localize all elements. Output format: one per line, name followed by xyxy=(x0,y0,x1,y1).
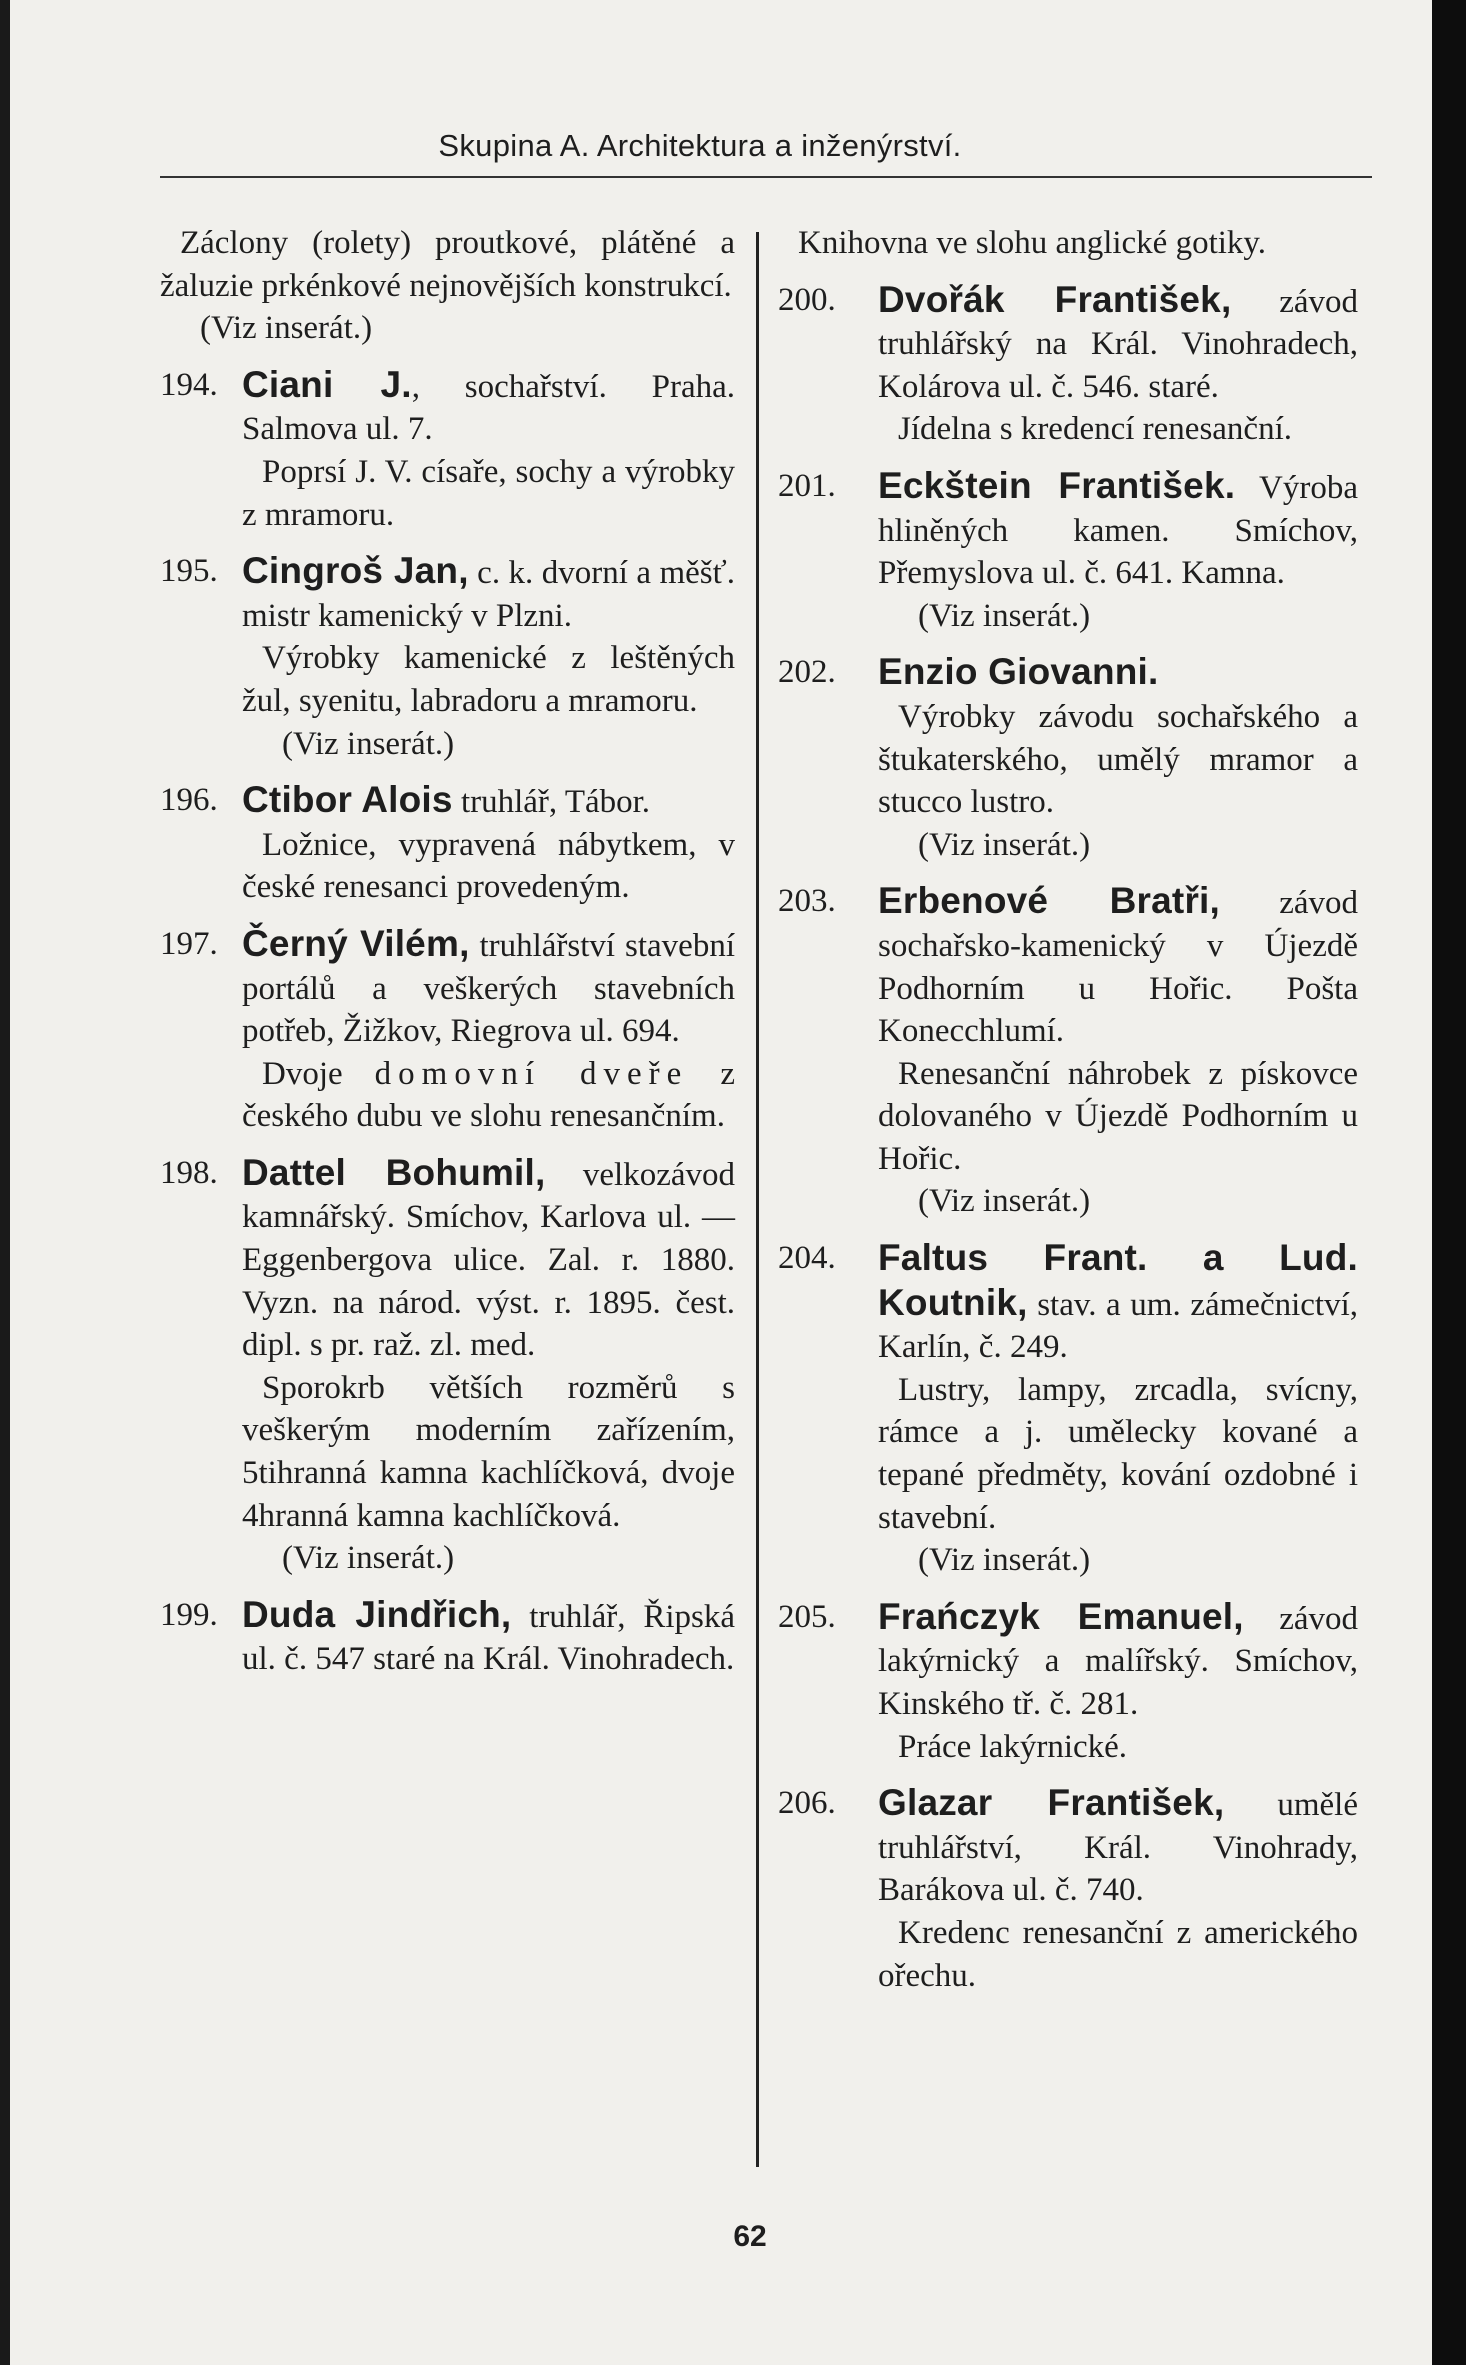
entry-number: 205. xyxy=(778,1598,836,1635)
entry-name: Glazar František, xyxy=(878,1782,1225,1824)
continued-entry xyxy=(778,222,1358,265)
entry-197 xyxy=(160,923,735,1138)
entry-name: Enzio Giovanni. xyxy=(878,651,1159,693)
insert-reference: (Viz inserát.) xyxy=(282,725,455,762)
entry-name: Erbenové Bratři, xyxy=(878,880,1221,922)
entry-text: Výroba hliněných kamen. Smíchov, Přemyslova ul. č. 641. Kamna. xyxy=(878,469,1358,592)
entry-description: Sporokrb větších rozměrů s veškerým moderním zařízením, 5tihranná kamna kachlíčková, dvoje 4hranná kamna kachlíčková. xyxy=(242,1369,735,1534)
entry-text: umělé truhlářství, Král. Vinohrady, Barákova ul. č. 740. xyxy=(878,1787,1358,1909)
scan-edge xyxy=(1432,0,1466,2365)
insert-reference: (Viz inserát.) xyxy=(200,310,373,347)
page-number: 62 xyxy=(733,2220,767,2253)
entry-text: truhlářství stavební portálů a veškerých stavebních potřeb, Žižkov, Riegrova ul. 694. xyxy=(242,927,735,1050)
entry-name: Cingroš Jan, xyxy=(242,550,469,592)
insert-reference: (Viz inserát.) xyxy=(918,1542,1091,1579)
entry-194 xyxy=(160,364,735,536)
entry-description: Jídelna s kredencí renesanční. xyxy=(898,411,1293,448)
entry-number: 200. xyxy=(778,281,836,318)
entry-number: 196. xyxy=(160,782,218,819)
entry-196 xyxy=(160,779,735,909)
left-column xyxy=(160,222,735,1695)
entry-name: Faltus Frant. a Lud. Koutnik, xyxy=(878,1237,1358,1323)
entry-description: Knihovna ve slohu anglické gotiky. xyxy=(798,225,1267,261)
right-column xyxy=(778,222,1358,2011)
entry-200 xyxy=(778,279,1358,451)
book-page xyxy=(10,0,1432,2365)
insert-reference: (Viz inserát.) xyxy=(918,597,1091,634)
entry-number: 197. xyxy=(160,925,218,962)
entry-204 xyxy=(778,1237,1358,1582)
page-header: Skupina A. Architektura a inženýrství. xyxy=(438,128,962,163)
entry-199 xyxy=(160,1594,735,1681)
entry-name: Ciani J. xyxy=(242,363,412,405)
insert-reference: (Viz inserát.) xyxy=(918,1183,1091,1220)
entry-description: Výrobky závodu sochařského a štukaterského, umělý mramor a stucco lustro. xyxy=(878,698,1358,821)
entry-name: Ctibor Alois xyxy=(242,779,453,821)
entry-number: 195. xyxy=(160,553,218,590)
entry-text: c. k. dvorní a měšť. mistr kamenický v Plzni. xyxy=(242,555,735,634)
entry-203 xyxy=(778,880,1358,1223)
entry-description: Záclony (rolety) proutkové, plátěné a žaluzie prkénkové nejnovějších konstrukcí. xyxy=(160,225,735,304)
column-divider xyxy=(756,232,759,2167)
entry-text: závod sochařsko-kamenický v Újezdě Podhorním u Hořic. Pošta Konecchlumí. xyxy=(878,885,1358,1050)
entry-text: velkozávod kamnářský. Smíchov, Karlova ul. — Eggenbergova ulice. Zal. r. 1880. Vyzn. na národ. výst. r. 1895. čest. dipl. s pr. raž. zl. med. xyxy=(242,1156,736,1364)
entry-number: 199. xyxy=(160,1596,218,1633)
entry-description: Renesanční náhrobek z pískovce dolovaného v Újezdě Podhorním u Hořic. xyxy=(878,1055,1358,1177)
desc-prefix: Dvoje xyxy=(262,1055,375,1092)
desc-spaced: domovní dveře xyxy=(374,1055,689,1092)
entry-number: 203. xyxy=(778,883,836,920)
entry-number: 206. xyxy=(778,1785,836,1822)
entry-text: truhlář, Řipská ul. č. 547 staré na Král. Vinohradech. xyxy=(242,1598,735,1678)
entry-description: Lustry, lampy, zrcadla, svícny, rámce a j. umělecky kované a tepané předměty, kování ozdobné i stavební. xyxy=(878,1371,1358,1536)
entry-name: Frańczyk Emanuel, xyxy=(878,1595,1244,1637)
entry-198 xyxy=(160,1152,735,1580)
insert-reference: (Viz inserát.) xyxy=(918,826,1091,863)
entry-number: 201. xyxy=(778,467,836,504)
entry-description: Výrobky kamenické z leštěných žul, syenitu, labradoru a mramoru. xyxy=(242,640,735,719)
entry-description: Poprsí J. V. císaře, sochy a výrobky z mramoru. xyxy=(242,453,735,533)
entry-number: 194. xyxy=(160,366,218,403)
entry-number: 198. xyxy=(160,1154,218,1191)
entry-text: závod lakýrnický a malířský. Smíchov, Kinského tř. č. 281. xyxy=(878,1600,1359,1722)
entry-name: Duda Jindřich, xyxy=(242,1593,512,1635)
entry-202 xyxy=(778,651,1358,866)
intro-entry xyxy=(160,222,735,350)
entry-text: , sochařství. Praha. Salmova ul. 7. xyxy=(242,368,735,448)
entry-number: 202. xyxy=(778,654,836,691)
entry-description: Kredenc renesanční z amerického ořechu. xyxy=(878,1914,1358,1994)
entry-195 xyxy=(160,550,735,765)
entry-text: závod truhlářský na Král. Vinohradech, Kolárova ul. č. 546. staré. xyxy=(878,283,1358,405)
entry-201 xyxy=(778,465,1358,637)
entry-205 xyxy=(778,1596,1358,1768)
header-rule xyxy=(160,176,1372,178)
entry-name: Eckštein František. xyxy=(878,464,1236,506)
entry-206 xyxy=(778,1782,1358,1997)
entry-description xyxy=(242,1053,735,1138)
entry-name: Černý Vilém, xyxy=(242,922,470,964)
entry-text: truhlář, Tábor. xyxy=(452,784,651,821)
entry-name: Dvořák František, xyxy=(878,278,1232,320)
entry-text: stav. a um. zámečnictví, Karlín, č. 249. xyxy=(878,1286,1358,1366)
desc-suffix: z českého dubu ve slohu renesančním. xyxy=(242,1055,735,1135)
entry-name: Dattel Bohumil, xyxy=(242,1151,546,1193)
entry-number: 204. xyxy=(778,1240,836,1277)
entry-description: Ložnice, vypravená nábytkem, v české renesanci provedeným. xyxy=(242,826,735,906)
entry-description: Práce lakýrnické. xyxy=(898,1728,1128,1765)
insert-reference: (Viz inserát.) xyxy=(282,1540,455,1577)
